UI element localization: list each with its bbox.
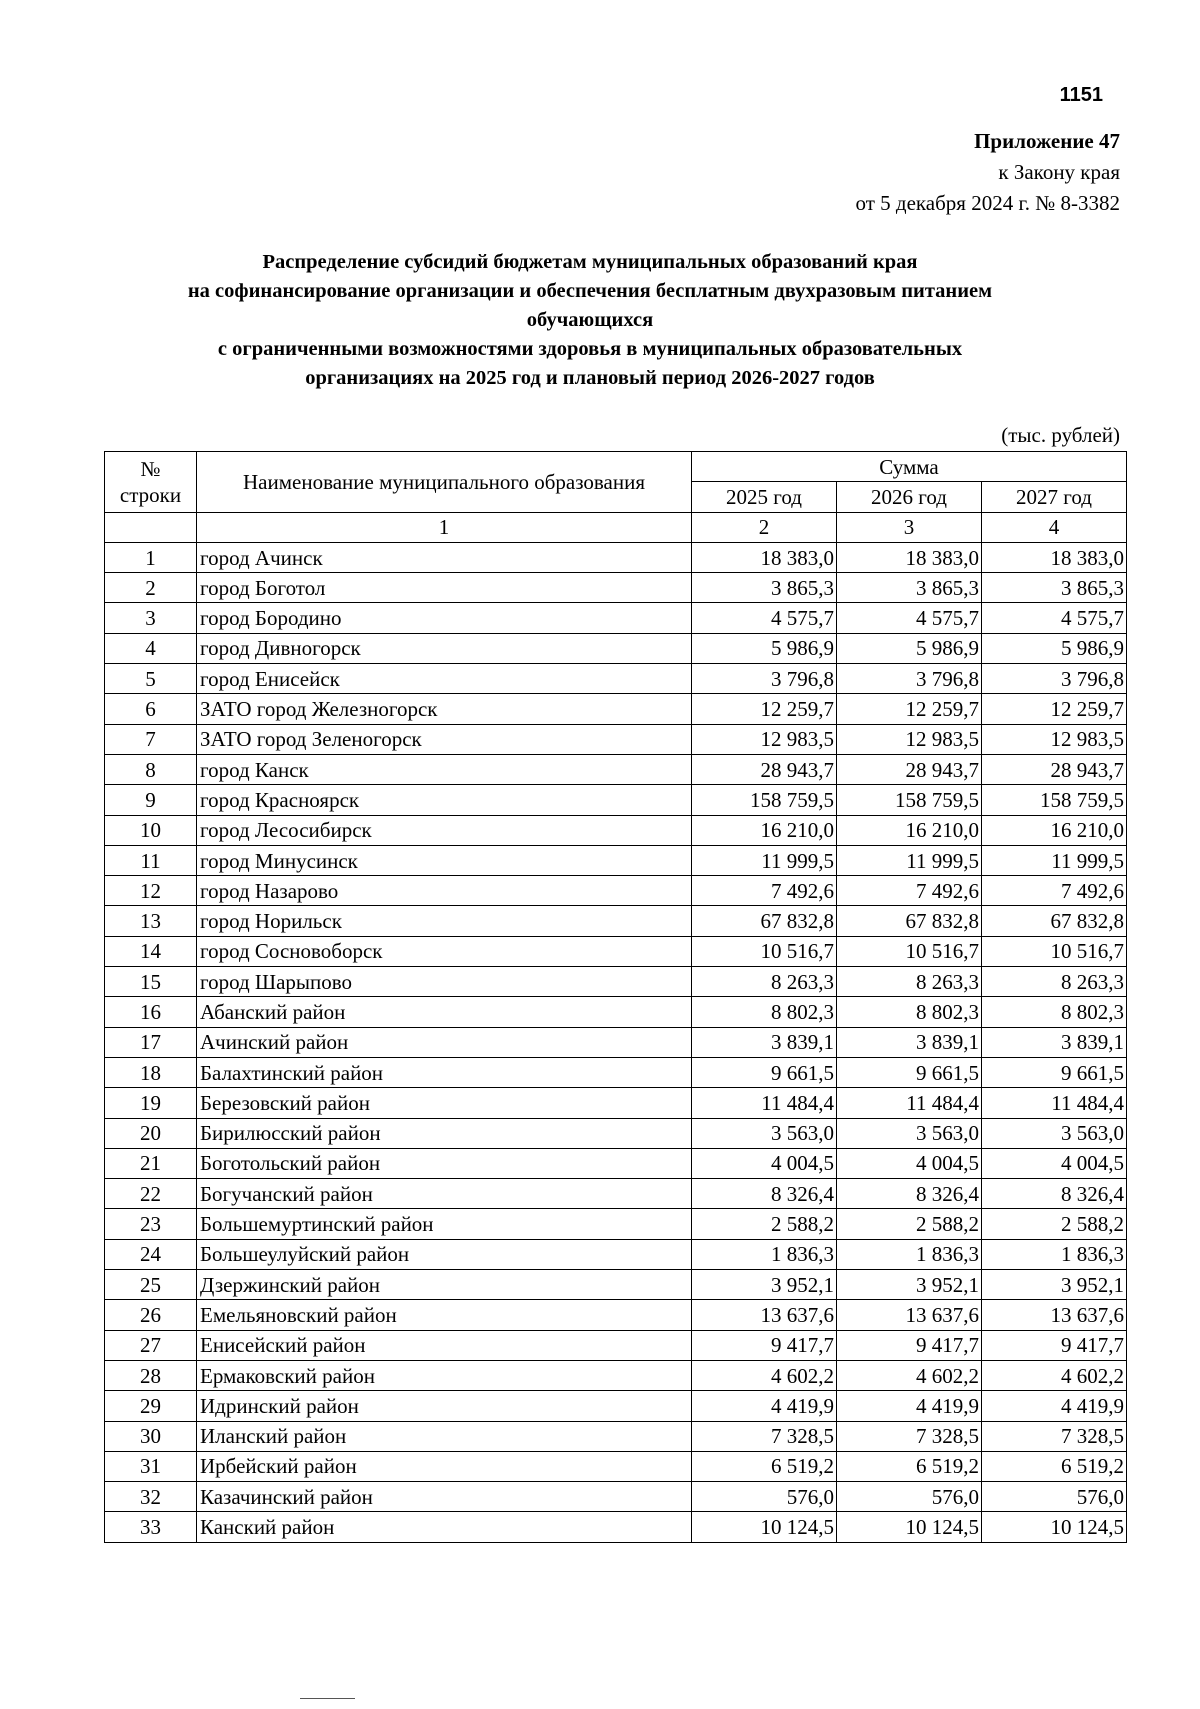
row-number: 8 bbox=[105, 754, 197, 784]
table-row bbox=[105, 785, 1127, 815]
table-row bbox=[105, 1330, 1127, 1360]
value-2026: 12 983,5 bbox=[837, 724, 982, 754]
title-line: на софинансирование организации и обеспечения бесплатным двухразовым питанием bbox=[187, 280, 993, 302]
value-2025: 11 484,4 bbox=[692, 1088, 837, 1118]
header-row-number bbox=[105, 452, 197, 513]
header-row bbox=[105, 452, 1127, 482]
value-2026: 4 419,9 bbox=[837, 1391, 982, 1421]
document-title bbox=[90, 248, 1090, 393]
municipality-name: Канский район bbox=[197, 1512, 692, 1542]
value-2025: 8 326,4 bbox=[692, 1179, 837, 1209]
value-2026: 5 986,9 bbox=[837, 633, 982, 663]
row-number: 29 bbox=[105, 1391, 197, 1421]
row-number: 1 bbox=[105, 542, 197, 572]
value-2027: 12 259,7 bbox=[982, 694, 1127, 724]
municipality-name: Березовский район bbox=[197, 1088, 692, 1118]
row-number: 25 bbox=[105, 1270, 197, 1300]
header-no-symbol: № bbox=[140, 456, 161, 481]
row-number: 11 bbox=[105, 845, 197, 875]
row-number: 3 bbox=[105, 603, 197, 633]
value-2027: 2 588,2 bbox=[982, 1209, 1127, 1239]
municipality-name: Енисейский район bbox=[197, 1330, 692, 1360]
value-2026: 11 484,4 bbox=[837, 1088, 982, 1118]
row-number: 24 bbox=[105, 1239, 197, 1269]
value-2026: 9 417,7 bbox=[837, 1330, 982, 1360]
row-number: 16 bbox=[105, 997, 197, 1027]
municipality-name: Боготольский район bbox=[197, 1148, 692, 1178]
header-sum: Сумма bbox=[692, 452, 1127, 482]
value-2027: 3 865,3 bbox=[982, 573, 1127, 603]
municipality-name: Ермаковский район bbox=[197, 1360, 692, 1390]
value-2025: 2 588,2 bbox=[692, 1209, 837, 1239]
table-body bbox=[105, 542, 1127, 1542]
value-2027: 1 836,3 bbox=[982, 1239, 1127, 1269]
row-number: 21 bbox=[105, 1148, 197, 1178]
value-2025: 13 637,6 bbox=[692, 1300, 837, 1330]
table-row bbox=[105, 1512, 1127, 1542]
value-2027: 8 802,3 bbox=[982, 997, 1127, 1027]
value-2027: 5 986,9 bbox=[982, 633, 1127, 663]
municipality-name: Дзержинский район bbox=[197, 1270, 692, 1300]
value-2025: 7 328,5 bbox=[692, 1421, 837, 1451]
municipality-name: город Ачинск bbox=[197, 542, 692, 572]
value-2027: 576,0 bbox=[982, 1482, 1127, 1512]
row-number: 2 bbox=[105, 573, 197, 603]
title-line: Распределение субсидий бюджетам муниципальных образований края bbox=[262, 251, 918, 273]
value-2025: 5 986,9 bbox=[692, 633, 837, 663]
row-number: 31 bbox=[105, 1451, 197, 1481]
value-2027: 9 417,7 bbox=[982, 1330, 1127, 1360]
table-row bbox=[105, 967, 1127, 997]
value-2025: 9 417,7 bbox=[692, 1330, 837, 1360]
table-row bbox=[105, 1482, 1127, 1512]
header-year-2027: 2027 год bbox=[982, 482, 1127, 512]
row-number: 10 bbox=[105, 815, 197, 845]
value-2025: 8 263,3 bbox=[692, 967, 837, 997]
value-2027: 11 999,5 bbox=[982, 845, 1127, 875]
value-2025: 7 492,6 bbox=[692, 876, 837, 906]
table-row bbox=[105, 603, 1127, 633]
row-number: 19 bbox=[105, 1088, 197, 1118]
value-2026: 1 836,3 bbox=[837, 1239, 982, 1269]
table-row bbox=[105, 1148, 1127, 1178]
value-2026: 4 004,5 bbox=[837, 1148, 982, 1178]
title-line: организациях на 2025 год и плановый период 2026-2027 годов bbox=[305, 367, 875, 389]
table-row bbox=[105, 936, 1127, 966]
value-2027: 3 563,0 bbox=[982, 1118, 1127, 1148]
value-2027: 16 210,0 bbox=[982, 815, 1127, 845]
row-number: 15 bbox=[105, 967, 197, 997]
municipality-name: Иланский район bbox=[197, 1421, 692, 1451]
municipality-name: город Бородино bbox=[197, 603, 692, 633]
row-number: 4 bbox=[105, 633, 197, 663]
row-number: 22 bbox=[105, 1179, 197, 1209]
table-row bbox=[105, 633, 1127, 663]
value-2027: 4 419,9 bbox=[982, 1391, 1127, 1421]
table-row bbox=[105, 1270, 1127, 1300]
appendix-block bbox=[856, 126, 1120, 219]
value-2026: 8 802,3 bbox=[837, 997, 982, 1027]
municipality-name: Большеулуйский район bbox=[197, 1239, 692, 1269]
value-2025: 16 210,0 bbox=[692, 815, 837, 845]
table-row bbox=[105, 1360, 1127, 1390]
table-row bbox=[105, 1209, 1127, 1239]
row-number: 20 bbox=[105, 1118, 197, 1148]
row-number: 28 bbox=[105, 1360, 197, 1390]
value-2026: 10 124,5 bbox=[837, 1512, 982, 1542]
municipality-name: город Дивногорск bbox=[197, 633, 692, 663]
value-2025: 10 516,7 bbox=[692, 936, 837, 966]
value-2025: 12 983,5 bbox=[692, 724, 837, 754]
value-2026: 3 563,0 bbox=[837, 1118, 982, 1148]
municipality-name: город Назарово bbox=[197, 876, 692, 906]
value-2025: 6 519,2 bbox=[692, 1451, 837, 1481]
row-number: 33 bbox=[105, 1512, 197, 1542]
table-row bbox=[105, 664, 1127, 694]
municipality-name: город Сосновоборск bbox=[197, 936, 692, 966]
appendix-law-date: от 5 декабря 2024 г. № 8-3382 bbox=[855, 191, 1120, 215]
value-2027: 8 263,3 bbox=[982, 967, 1127, 997]
column-number bbox=[105, 512, 197, 542]
value-2027: 3 952,1 bbox=[982, 1270, 1127, 1300]
header-name: Наименование муниципального образования bbox=[197, 452, 692, 513]
value-2025: 10 124,5 bbox=[692, 1512, 837, 1542]
value-2025: 3 952,1 bbox=[692, 1270, 837, 1300]
value-2026: 7 492,6 bbox=[837, 876, 982, 906]
municipality-name: Большемуртинский район bbox=[197, 1209, 692, 1239]
row-number: 26 bbox=[105, 1300, 197, 1330]
header-no-label: строки bbox=[119, 482, 182, 507]
municipality-name: город Красноярск bbox=[197, 785, 692, 815]
appendix-law-ref: к Закону края bbox=[998, 160, 1120, 184]
municipality-name: город Канск bbox=[197, 754, 692, 784]
header-year-2025: 2025 год bbox=[692, 482, 837, 512]
table-row bbox=[105, 1027, 1127, 1057]
row-number: 13 bbox=[105, 906, 197, 936]
column-number: 3 bbox=[837, 512, 982, 542]
municipality-name: город Боготол bbox=[197, 573, 692, 603]
row-number: 23 bbox=[105, 1209, 197, 1239]
municipality-name: город Норильск bbox=[197, 906, 692, 936]
municipality-name: город Енисейск bbox=[197, 664, 692, 694]
value-2026: 16 210,0 bbox=[837, 815, 982, 845]
bottom-rule bbox=[300, 1698, 355, 1699]
value-2027: 7 328,5 bbox=[982, 1421, 1127, 1451]
value-2027: 18 383,0 bbox=[982, 542, 1127, 572]
units-label: (тыс. рублей) bbox=[1001, 423, 1120, 447]
municipality-name: город Минусинск bbox=[197, 845, 692, 875]
municipality-name: город Лесосибирск bbox=[197, 815, 692, 845]
value-2027: 11 484,4 bbox=[982, 1088, 1127, 1118]
table-row bbox=[105, 1451, 1127, 1481]
row-number: 18 bbox=[105, 1057, 197, 1087]
value-2025: 12 259,7 bbox=[692, 694, 837, 724]
value-2025: 576,0 bbox=[692, 1482, 837, 1512]
value-2025: 3 865,3 bbox=[692, 573, 837, 603]
municipality-name: Емельяновский район bbox=[197, 1300, 692, 1330]
municipality-name: Ирбейский район bbox=[197, 1451, 692, 1481]
header-year-2026: 2026 год bbox=[837, 482, 982, 512]
value-2026: 3 865,3 bbox=[837, 573, 982, 603]
row-number: 12 bbox=[105, 876, 197, 906]
municipality-name: Абанский район bbox=[197, 997, 692, 1027]
value-2025: 28 943,7 bbox=[692, 754, 837, 784]
value-2026: 4 602,2 bbox=[837, 1360, 982, 1390]
value-2027: 13 637,6 bbox=[982, 1300, 1127, 1330]
table-row bbox=[105, 1421, 1127, 1451]
value-2026: 9 661,5 bbox=[837, 1057, 982, 1087]
value-2025: 4 602,2 bbox=[692, 1360, 837, 1390]
row-number: 14 bbox=[105, 936, 197, 966]
value-2027: 8 326,4 bbox=[982, 1179, 1127, 1209]
value-2025: 3 563,0 bbox=[692, 1118, 837, 1148]
column-number: 2 bbox=[692, 512, 837, 542]
value-2025: 4 419,9 bbox=[692, 1391, 837, 1421]
value-2026: 3 796,8 bbox=[837, 664, 982, 694]
table-row bbox=[105, 1179, 1127, 1209]
municipality-name: Богучанский район bbox=[197, 1179, 692, 1209]
value-2025: 11 999,5 bbox=[692, 845, 837, 875]
value-2026: 2 588,2 bbox=[837, 1209, 982, 1239]
table-row bbox=[105, 1300, 1127, 1330]
table-row bbox=[105, 1391, 1127, 1421]
row-number: 27 bbox=[105, 1330, 197, 1360]
value-2027: 3 839,1 bbox=[982, 1027, 1127, 1057]
value-2027: 7 492,6 bbox=[982, 876, 1127, 906]
column-number: 4 bbox=[982, 512, 1127, 542]
value-2025: 1 836,3 bbox=[692, 1239, 837, 1269]
value-2025: 3 796,8 bbox=[692, 664, 837, 694]
value-2027: 12 983,5 bbox=[982, 724, 1127, 754]
value-2027: 158 759,5 bbox=[982, 785, 1127, 815]
municipality-name: Казачинский район bbox=[197, 1482, 692, 1512]
row-number: 6 bbox=[105, 694, 197, 724]
subsidy-table bbox=[104, 451, 1127, 1543]
value-2026: 7 328,5 bbox=[837, 1421, 982, 1451]
value-2026: 3 839,1 bbox=[837, 1027, 982, 1057]
value-2026: 67 832,8 bbox=[837, 906, 982, 936]
value-2027: 3 796,8 bbox=[982, 664, 1127, 694]
table-row bbox=[105, 1239, 1127, 1269]
page-number: 1151 bbox=[1059, 84, 1103, 106]
municipality-name: Ачинский район bbox=[197, 1027, 692, 1057]
table-row bbox=[105, 1118, 1127, 1148]
value-2026: 12 259,7 bbox=[837, 694, 982, 724]
table-row bbox=[105, 845, 1127, 875]
value-2026: 8 263,3 bbox=[837, 967, 982, 997]
table-row bbox=[105, 1088, 1127, 1118]
value-2027: 6 519,2 bbox=[982, 1451, 1127, 1481]
table-row bbox=[105, 997, 1127, 1027]
column-number: 1 bbox=[197, 512, 692, 542]
table-row bbox=[105, 876, 1127, 906]
value-2026: 18 383,0 bbox=[837, 542, 982, 572]
title-line: обучающихся bbox=[526, 309, 654, 331]
value-2027: 10 516,7 bbox=[982, 936, 1127, 966]
value-2026: 8 326,4 bbox=[837, 1179, 982, 1209]
value-2025: 18 383,0 bbox=[692, 542, 837, 572]
row-number: 5 bbox=[105, 664, 197, 694]
value-2027: 67 832,8 bbox=[982, 906, 1127, 936]
row-number: 17 bbox=[105, 1027, 197, 1057]
value-2025: 158 759,5 bbox=[692, 785, 837, 815]
value-2026: 10 516,7 bbox=[837, 936, 982, 966]
value-2027: 28 943,7 bbox=[982, 754, 1127, 784]
value-2027: 10 124,5 bbox=[982, 1512, 1127, 1542]
value-2025: 4 004,5 bbox=[692, 1148, 837, 1178]
value-2025: 67 832,8 bbox=[692, 906, 837, 936]
value-2025: 9 661,5 bbox=[692, 1057, 837, 1087]
appendix-title: Приложение 47 bbox=[974, 129, 1120, 153]
value-2027: 9 661,5 bbox=[982, 1057, 1127, 1087]
value-2027: 4 004,5 bbox=[982, 1148, 1127, 1178]
table-row bbox=[105, 815, 1127, 845]
municipality-name: Бирилюсский район bbox=[197, 1118, 692, 1148]
value-2026: 13 637,6 bbox=[837, 1300, 982, 1330]
table-row bbox=[105, 1057, 1127, 1087]
municipality-name: город Шарыпово bbox=[197, 967, 692, 997]
value-2025: 4 575,7 bbox=[692, 603, 837, 633]
municipality-name: Идринский район bbox=[197, 1391, 692, 1421]
municipality-name: ЗАТО город Зеленогорск bbox=[197, 724, 692, 754]
value-2026: 11 999,5 bbox=[837, 845, 982, 875]
value-2026: 6 519,2 bbox=[837, 1451, 982, 1481]
value-2026: 28 943,7 bbox=[837, 754, 982, 784]
value-2025: 3 839,1 bbox=[692, 1027, 837, 1057]
table-row bbox=[105, 694, 1127, 724]
row-number: 30 bbox=[105, 1421, 197, 1451]
row-number: 32 bbox=[105, 1482, 197, 1512]
row-number: 9 bbox=[105, 785, 197, 815]
value-2026: 3 952,1 bbox=[837, 1270, 982, 1300]
row-number: 7 bbox=[105, 724, 197, 754]
title-line: с ограниченными возможностями здоровья в муниципальных образовательных bbox=[217, 338, 963, 360]
municipality-name: Балахтинский район bbox=[197, 1057, 692, 1087]
value-2027: 4 575,7 bbox=[982, 603, 1127, 633]
table-row bbox=[105, 573, 1127, 603]
value-2026: 158 759,5 bbox=[837, 785, 982, 815]
table-row bbox=[105, 754, 1127, 784]
municipality-name: ЗАТО город Железногорск bbox=[197, 694, 692, 724]
value-2027: 4 602,2 bbox=[982, 1360, 1127, 1390]
value-2026: 4 575,7 bbox=[837, 603, 982, 633]
value-2025: 8 802,3 bbox=[692, 997, 837, 1027]
table-row bbox=[105, 542, 1127, 572]
column-numbers-row bbox=[105, 512, 1127, 542]
table-row bbox=[105, 724, 1127, 754]
value-2026: 576,0 bbox=[837, 1482, 982, 1512]
table-row bbox=[105, 906, 1127, 936]
